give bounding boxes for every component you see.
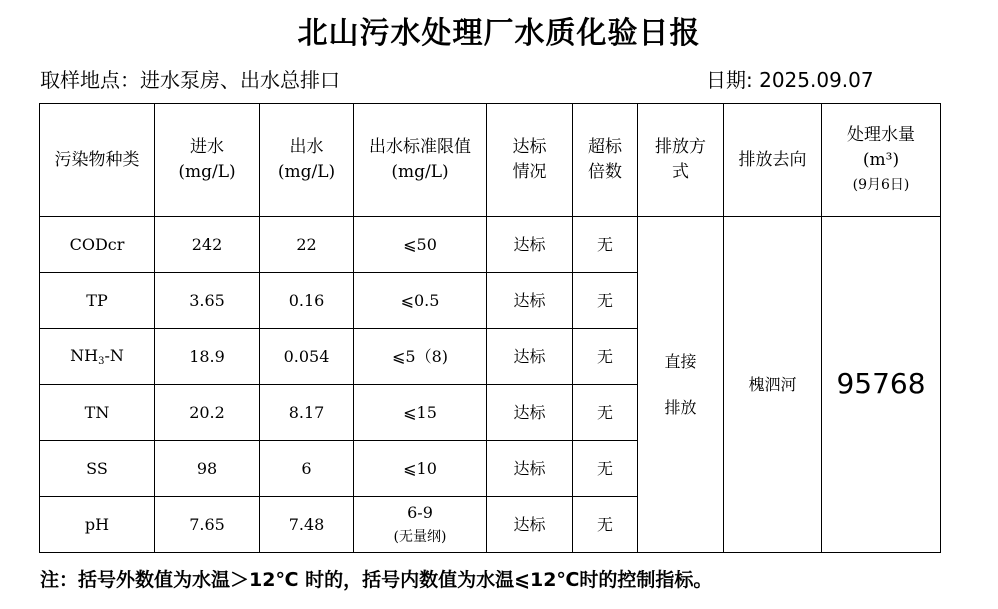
pollutant-cell: CODcr — [40, 217, 155, 273]
influent-cell: 20.2 — [155, 385, 260, 441]
header-discharge-mode: 排放方 式 — [638, 104, 724, 217]
report-date: 日期: 2025.09.07 — [706, 68, 874, 92]
compliance-cell: 达标 — [487, 329, 573, 385]
header-limit: 出水标准限值 (mg/L) — [354, 104, 487, 217]
compliance-cell: 达标 — [487, 273, 573, 329]
sampling-location: 取样地点：进水泵房、出水总排口 — [40, 68, 340, 92]
influent-cell: 3.65 — [155, 273, 260, 329]
pollutant-cell: $NH_3-N$ — [40, 329, 155, 385]
table-header-row — [40, 104, 941, 217]
compliance-cell: 达标 — [487, 441, 573, 497]
header-destination: 排放去向 — [724, 104, 822, 217]
exceed-cell: 无 — [573, 441, 638, 497]
exceed-cell: 无 — [573, 273, 638, 329]
effluent-cell: 7.48 — [260, 497, 354, 553]
header-influent: 进水 (mg/L) — [155, 104, 260, 217]
footnote: 注：括号外数值为水温＞12℃ 时的，括号内数值为水温⩽12℃时的控制指标。 — [40, 569, 713, 591]
limit-cell: ⩽15 — [354, 385, 487, 441]
header-exceed: 超标 倍数 — [573, 104, 638, 217]
header-pollutant: 污染物种类 — [40, 104, 155, 217]
pollutant-cell: pH — [40, 497, 155, 553]
limit-cell: ⩽0.5 — [354, 273, 487, 329]
water-quality-table — [39, 103, 941, 553]
compliance-cell: 达标 — [487, 497, 573, 553]
limit-cell: 6-9 (无量纲) — [354, 497, 487, 553]
destination-cell: 槐泗河 — [724, 217, 822, 553]
exceed-cell: 无 — [573, 329, 638, 385]
limit-cell: ⩽10 — [354, 441, 487, 497]
volume-cell: 95768 — [822, 217, 941, 553]
pollutant-cell: TN — [40, 385, 155, 441]
effluent-cell: 0.16 — [260, 273, 354, 329]
compliance-cell: 达标 — [487, 217, 573, 273]
compliance-cell: 达标 — [487, 385, 573, 441]
pollutant-cell: TP — [40, 273, 155, 329]
effluent-cell: 0.054 — [260, 329, 354, 385]
table-row — [40, 217, 941, 273]
limit-cell: ⩽50 — [354, 217, 487, 273]
influent-cell: 242 — [155, 217, 260, 273]
effluent-cell: 8.17 — [260, 385, 354, 441]
influent-cell: 7.65 — [155, 497, 260, 553]
effluent-cell: 6 — [260, 441, 354, 497]
header-effluent: 出水 (mg/L) — [260, 104, 354, 217]
report-title: 北山污水处理厂水质化验日报 — [297, 16, 701, 51]
effluent-cell: 22 — [260, 217, 354, 273]
pollutant-cell: SS — [40, 441, 155, 497]
exceed-cell: 无 — [573, 497, 638, 553]
header-volume: 处理水量 (m³) (9月6日) — [822, 104, 941, 217]
header-compliance: 达标 情况 — [487, 104, 573, 217]
influent-cell: 18.9 — [155, 329, 260, 385]
discharge-mode-cell: 直接 排放 — [638, 217, 724, 553]
exceed-cell: 无 — [573, 385, 638, 441]
exceed-cell: 无 — [573, 217, 638, 273]
influent-cell: 98 — [155, 441, 260, 497]
limit-cell: ⩽5（8) — [354, 329, 487, 385]
